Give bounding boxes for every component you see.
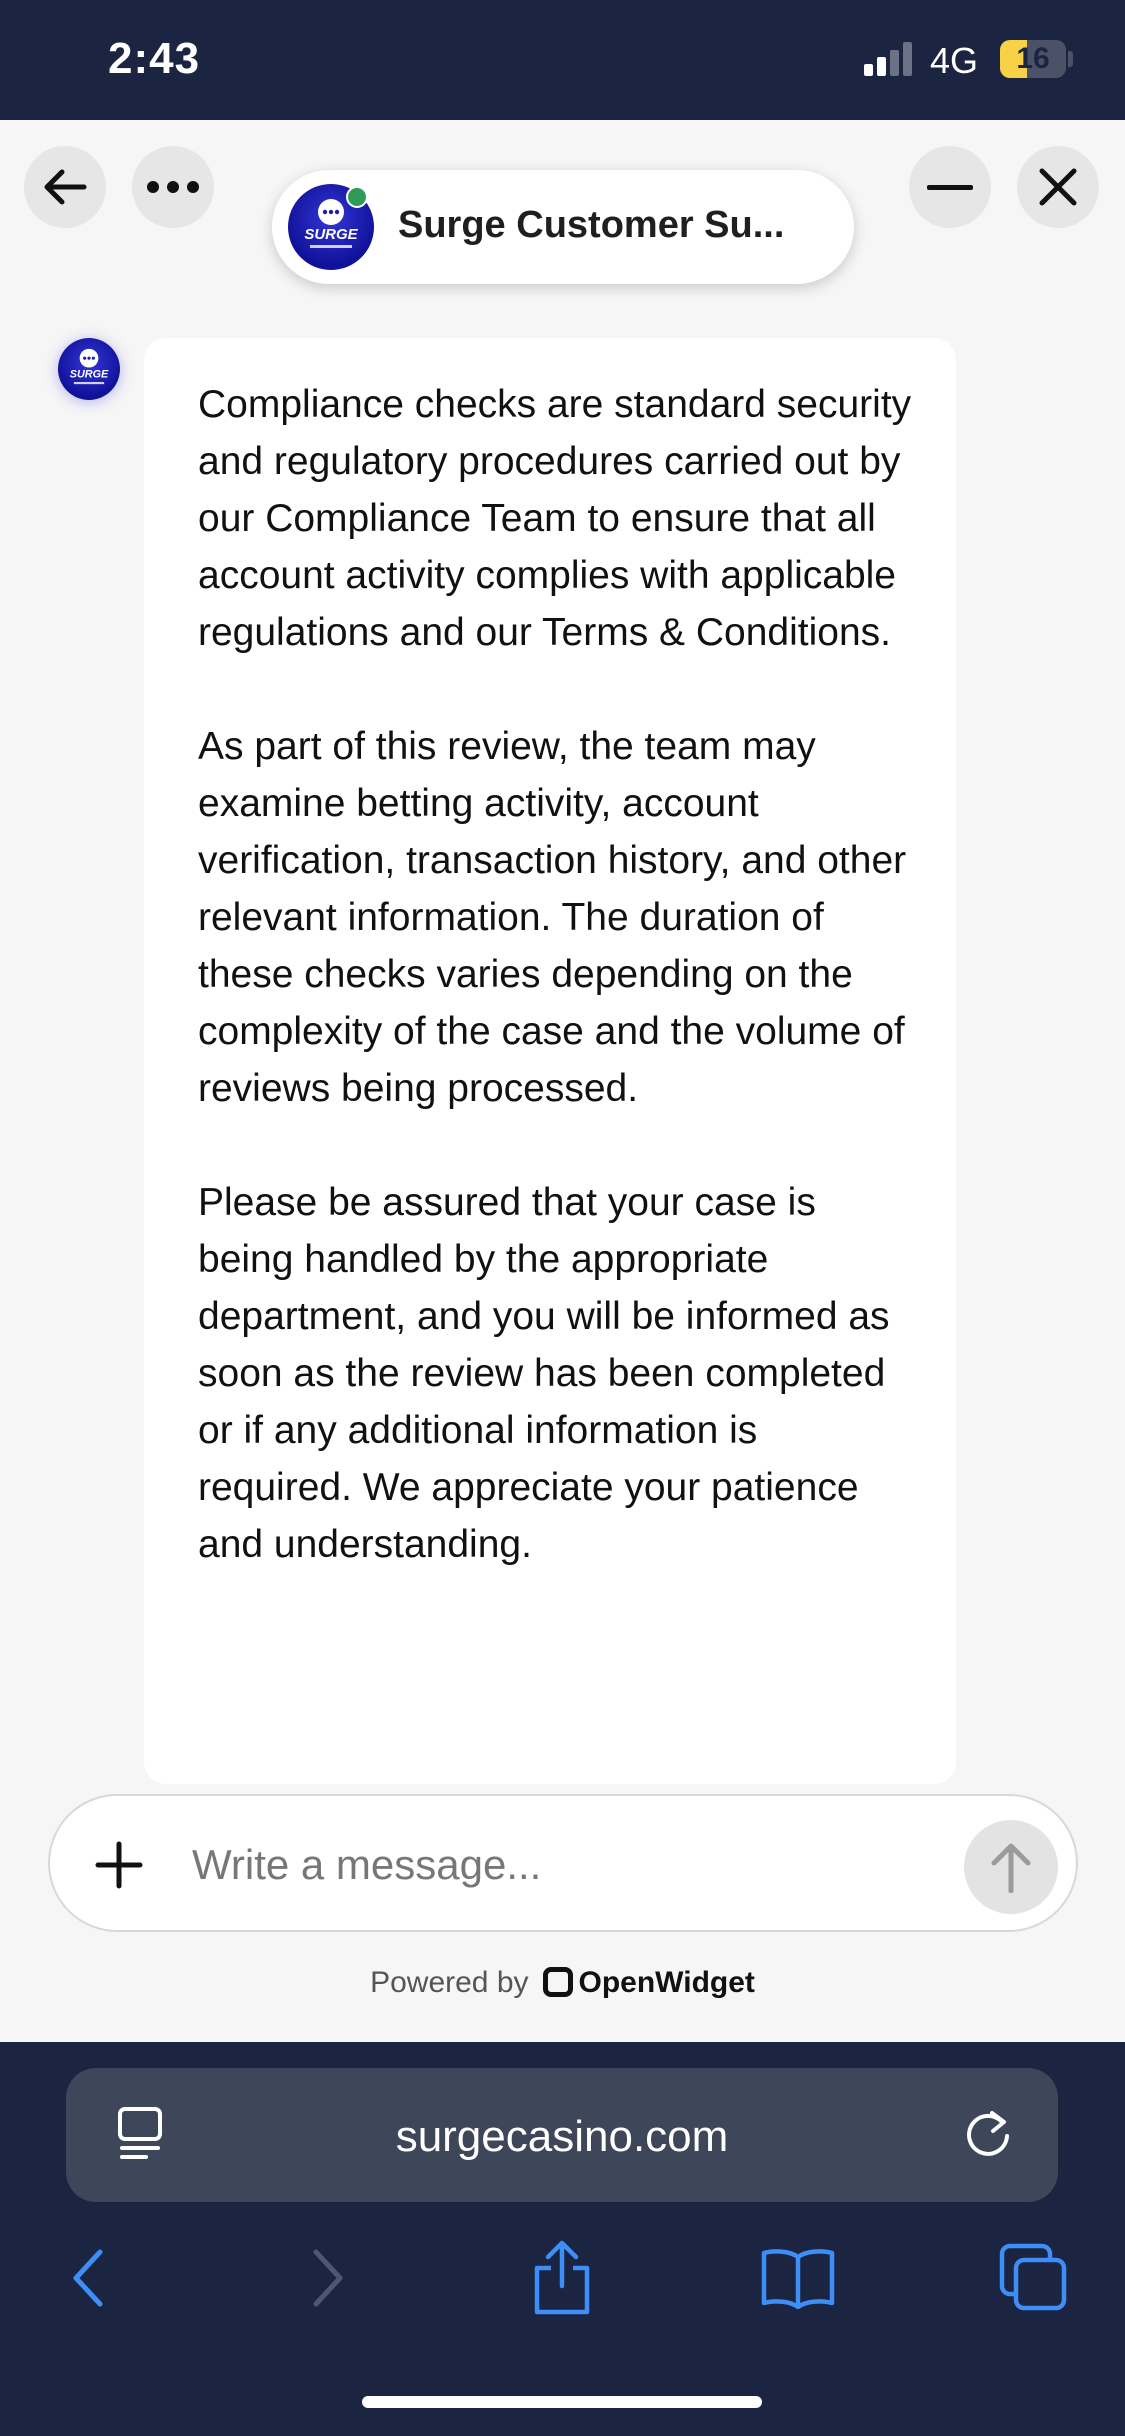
bookmarks-button[interactable] (758, 2238, 838, 2318)
battery-nub (1068, 51, 1073, 67)
message-composer (48, 1794, 1078, 1932)
book-icon (760, 2247, 836, 2309)
home-indicator[interactable] (362, 2396, 762, 2408)
powered-by-brand[interactable]: OpenWidget (578, 1966, 755, 1999)
svg-text:SURGE: SURGE (69, 368, 109, 381)
online-status-dot (346, 186, 368, 208)
minus-icon (927, 182, 973, 192)
chevron-left-icon (68, 2248, 108, 2308)
share-button[interactable] (522, 2238, 602, 2318)
plus-icon (95, 1841, 143, 1889)
arrow-left-icon (42, 167, 88, 207)
network-type: 4G (930, 40, 979, 81)
minimize-button[interactable] (909, 146, 991, 228)
send-button[interactable] (964, 1820, 1058, 1914)
message-paragraph: Compliance checks are standard security and regulatory procedures carried out by our Compliance Team to ensure that all account activity complies with applicable regulations and our Terms & Conditions. (198, 383, 912, 654)
tabs-button[interactable] (994, 2238, 1074, 2318)
back-button[interactable] (24, 146, 106, 228)
chat-title: Surge Customer Su... (398, 204, 785, 246)
attach-button[interactable] (84, 1830, 154, 1900)
battery-icon (1000, 40, 1066, 78)
battery-percent: 16 (1016, 42, 1050, 75)
agent-message-bubble (144, 338, 956, 1784)
message-paragraph: As part of this review, the team may examine betting activity, account verification, transaction history, and other relevant information. The duration of these checks varies depending on the complexity of the case and the volume of reviews being processed. (198, 725, 907, 1110)
close-chat-button[interactable] (1017, 146, 1099, 228)
tabs-icon (998, 2242, 1070, 2314)
status-bar (0, 0, 1125, 120)
svg-text:SURGE: SURGE (304, 226, 358, 243)
chat-title-pill (272, 170, 854, 284)
reload-icon[interactable] (962, 2108, 1014, 2160)
openwidget-logo-icon (543, 1967, 573, 1997)
cellular-signal-icon (864, 42, 914, 76)
close-icon (1038, 167, 1078, 207)
powered-by-label: Powered by (370, 1966, 529, 1999)
powered-by-footer (0, 1966, 1125, 2000)
address-bar[interactable] (66, 2068, 1058, 2202)
message-input[interactable] (190, 1830, 970, 1900)
more-options-button[interactable] (132, 146, 214, 228)
surge-logo-icon (58, 338, 120, 400)
message-avatar (58, 338, 120, 400)
ellipsis-icon (147, 181, 199, 193)
message-paragraph: Please be assured that your case is being handled by the appropriate department, and you will be informed as soon as the review has been completed or if any additional information is required. We appreciate your patience and understanding. (198, 1181, 890, 1566)
chevron-right-icon (308, 2248, 348, 2308)
status-time: 2:43 (108, 34, 201, 83)
browser-back-button[interactable] (48, 2238, 128, 2318)
browser-forward-button[interactable] (288, 2238, 368, 2318)
share-icon (531, 2240, 593, 2316)
url-text: surgecasino.com (395, 2112, 729, 2161)
arrow-up-icon (989, 1841, 1033, 1893)
